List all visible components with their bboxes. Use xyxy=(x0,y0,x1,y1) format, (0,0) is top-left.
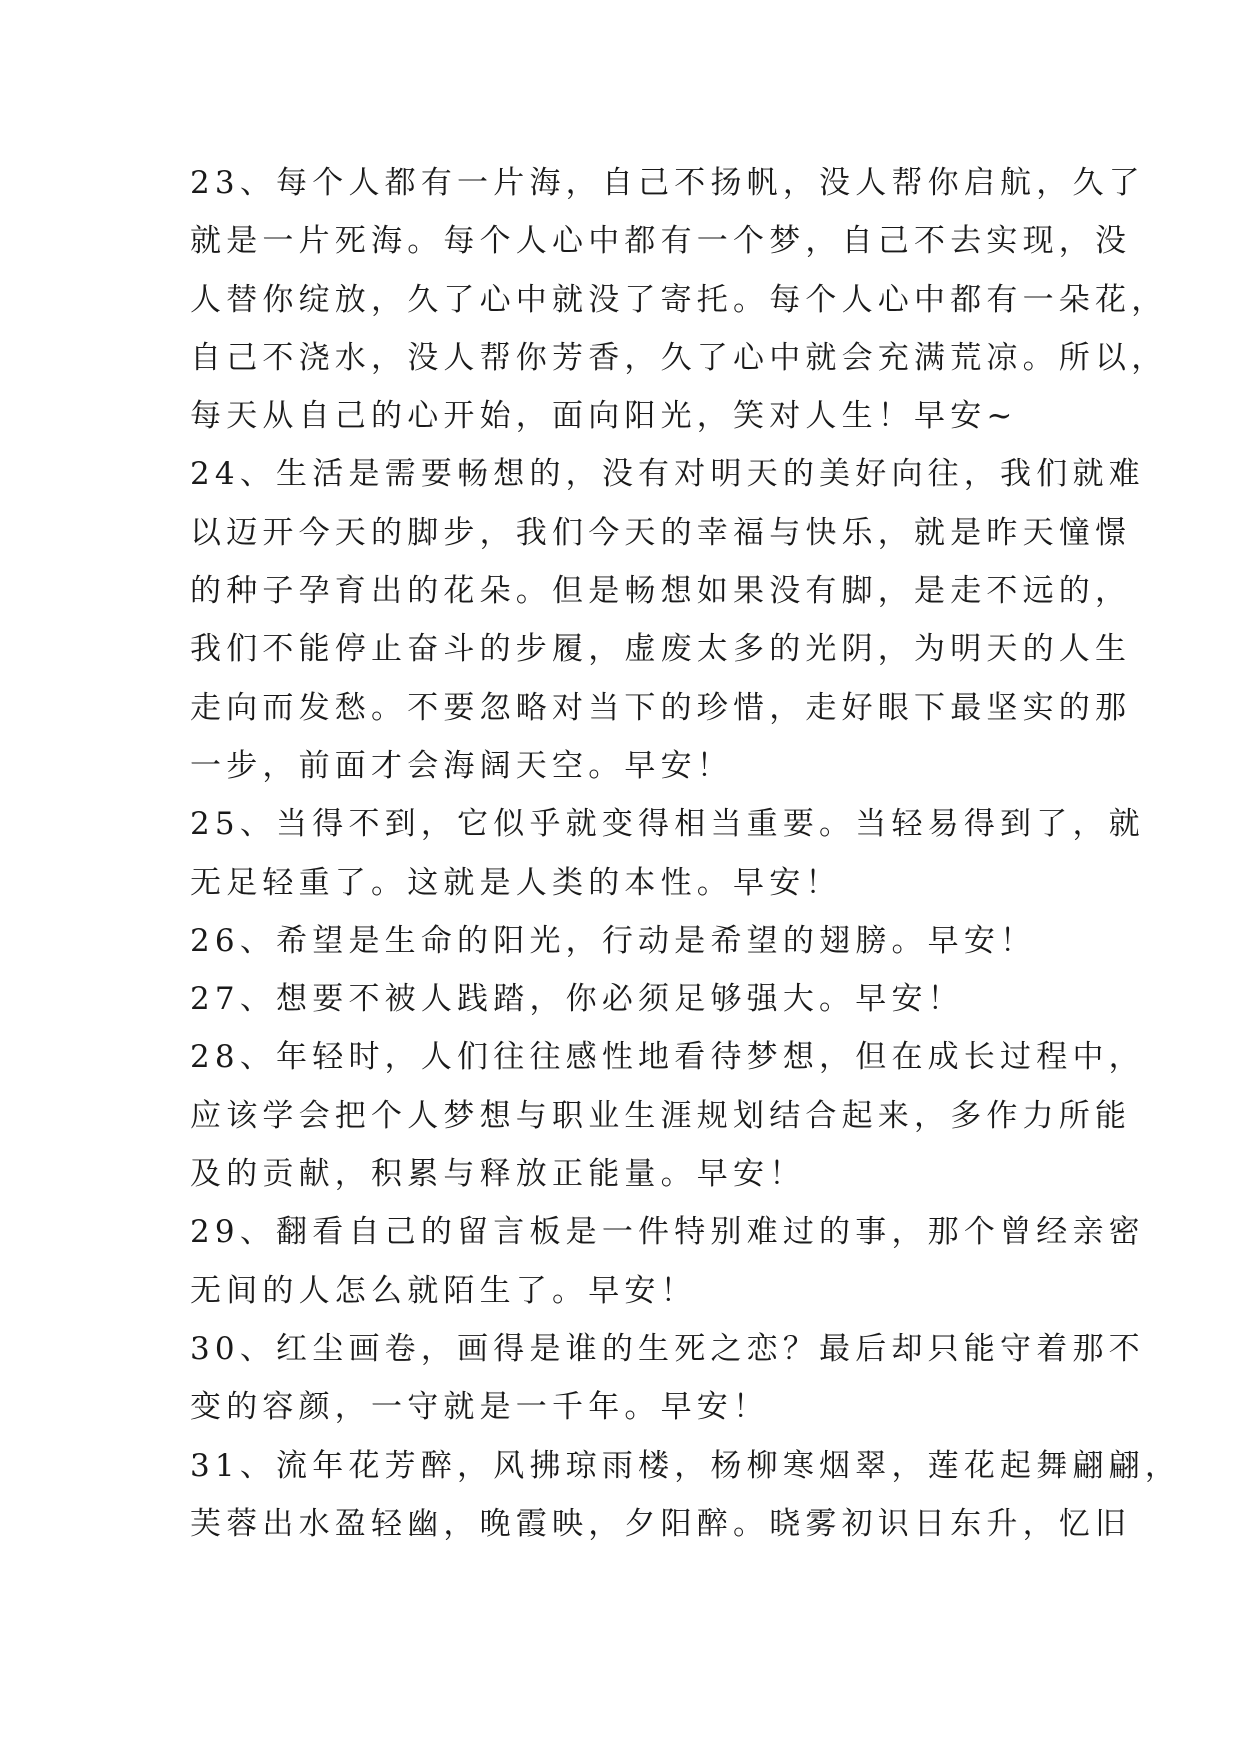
text-line: 就是一片死海。每个人心中都有一个梦，自己不去实现，没 xyxy=(190,223,1132,260)
text-line: 23、每个人都有一片海，自己不扬帆，没人帮你启航，久了 xyxy=(190,165,1145,201)
text-line: 31、流年花芳醉，风拂琼雨楼，杨柳寒烟翠，莲花起舞翩翩， xyxy=(190,1447,1182,1484)
document-body xyxy=(190,154,1182,1553)
text-line: 每天从自己的心开始，面向阳光，笑对人生！早安~ xyxy=(190,398,1018,435)
text-line: 变的容颜，一守就是一千年。早安！ xyxy=(190,1389,770,1426)
text-line: 应该学会把个人梦想与职业生涯规划结合起来，多作力所能 xyxy=(190,1097,1132,1134)
text-line: 26、希望是生命的阳光，行动是希望的翅膀。早安！ xyxy=(190,922,1037,959)
text-line: 27、想要不被人践踏，你必须足够强大。早安！ xyxy=(190,981,964,1018)
text-line: 及的贡献，积累与释放正能量。早安！ xyxy=(190,1156,806,1193)
text-line: 24、生活是需要畅想的，没有对明天的美好向往，我们就难 xyxy=(190,456,1145,493)
text-line: 28、年轻时，人们往往感性地看待梦想，但在成长过程中， xyxy=(190,1039,1145,1076)
text-line: 25、当得不到，它似乎就变得相当重要。当轻易得到了，就 xyxy=(190,806,1145,843)
text-line: 以迈开今天的脚步，我们今天的幸福与快乐，就是昨天憧憬 xyxy=(190,514,1132,551)
text-line: 自己不浇水，没人帮你芳香，久了心中就会充满荒凉。所以， xyxy=(190,339,1168,376)
text-line: 29、翻看自己的留言板是一件特别难过的事，那个曾经亲密 xyxy=(190,1214,1145,1251)
text-line: 我们不能停止奋斗的步履，虚废太多的光阴，为明天的人生 xyxy=(190,631,1132,668)
text-line: 的种子孕育出的花朵。但是畅想如果没有脚，是走不远的， xyxy=(190,573,1132,610)
text-line: 一步，前面才会海阔天空。早安！ xyxy=(190,747,733,784)
text-line: 30、红尘画卷，画得是谁的生死之恋？最后却只能守着那不 xyxy=(190,1330,1145,1367)
text-line: 无间的人怎么就陌生了。早安！ xyxy=(190,1272,697,1309)
text-line: 无足轻重了。这就是人类的本性。早安！ xyxy=(190,864,842,901)
text-line: 人替你绽放，久了心中就没了寄托。每个人心中都有一朵花， xyxy=(190,281,1168,318)
text-line: 走向而发愁。不要忽略对当下的珍惜，走好眼下最坚实的那 xyxy=(190,689,1132,726)
text-line: 芙蓉出水盈轻幽，晚霞映，夕阳醉。晓雾初识日东升，忆旧 xyxy=(190,1505,1132,1542)
